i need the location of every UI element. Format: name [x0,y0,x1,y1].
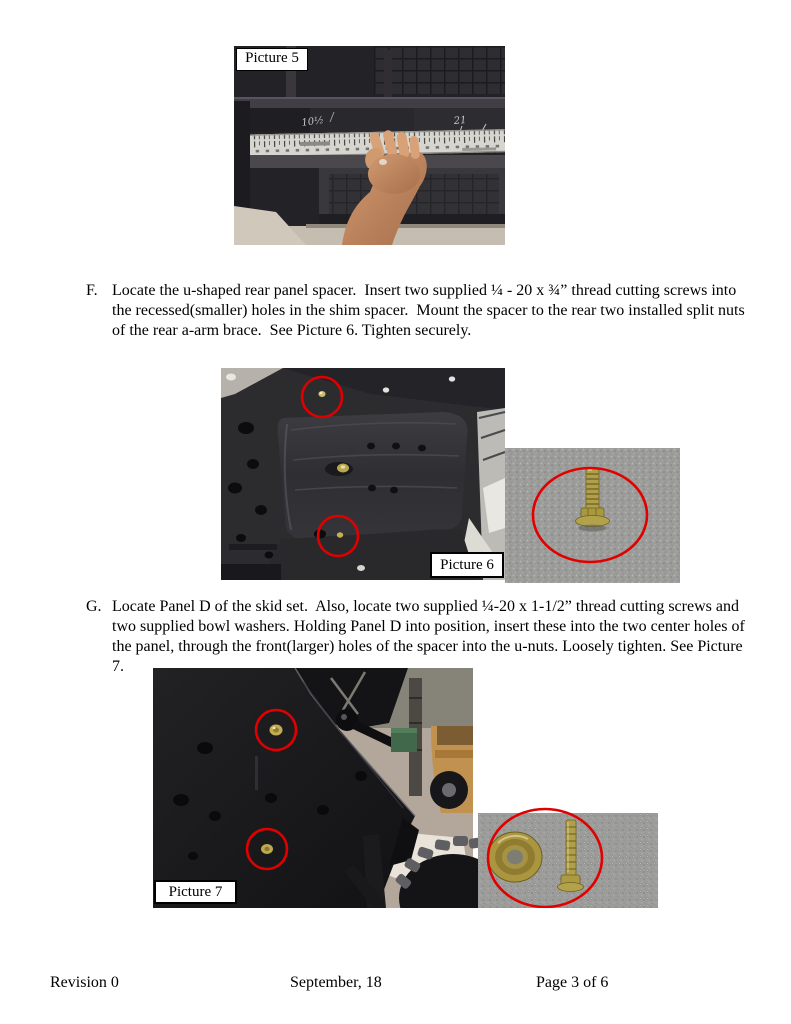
step-f-marker: F. [86,282,98,299]
picture7-label: Picture 7 [154,880,237,904]
photo-picture6 [221,368,680,583]
bowl-washer [488,832,542,882]
step-g-marker: G. [86,598,102,615]
step-f-text: Locate the u-shaped rear panel spacer. Insert two supplied ¼ - 20 x ¾” thread cutting screws into the recessed(smaller) holes in the shim spacer. Mount the spacer to the rear two installed split nuts of the rear a-arm brace. See Picture 6. Tighten securely. [112,282,749,339]
photo6-main [221,368,505,580]
handwritten-measure-left: 10½ [300,114,325,129]
picture5-label: Picture 5 [236,48,308,71]
handwritten-measure-right: 21 [453,114,467,127]
shim-spacer [278,412,468,539]
step-g [86,597,750,677]
step-f [86,281,750,341]
step-g-text: Locate Panel D of the skid set. Also, locate two supplied ¼-20 x 1-1/2” thread cutting screws and two supplied bowl washers. Holding Panel D into position, insert these into the two center holes of the panel, through the front(larger) holes of the spacer into the u-nuts. Loosely tighten. See Picture 7. [112,598,749,675]
photo6-inset-screw [505,448,680,583]
photo7-main [153,668,507,908]
footer-page-number: Page 3 of 6 [536,974,609,991]
photo-picture5 [234,46,505,245]
footer-revision: Revision 0 [50,974,119,991]
picture6-label: Picture 6 [430,552,504,578]
installed-screw-top [318,391,325,397]
installed-screw-bottom [337,532,343,537]
photo-picture7 [153,668,658,908]
footer-date: September, 18 [290,974,382,991]
photo7-inset-hardware [478,809,658,908]
